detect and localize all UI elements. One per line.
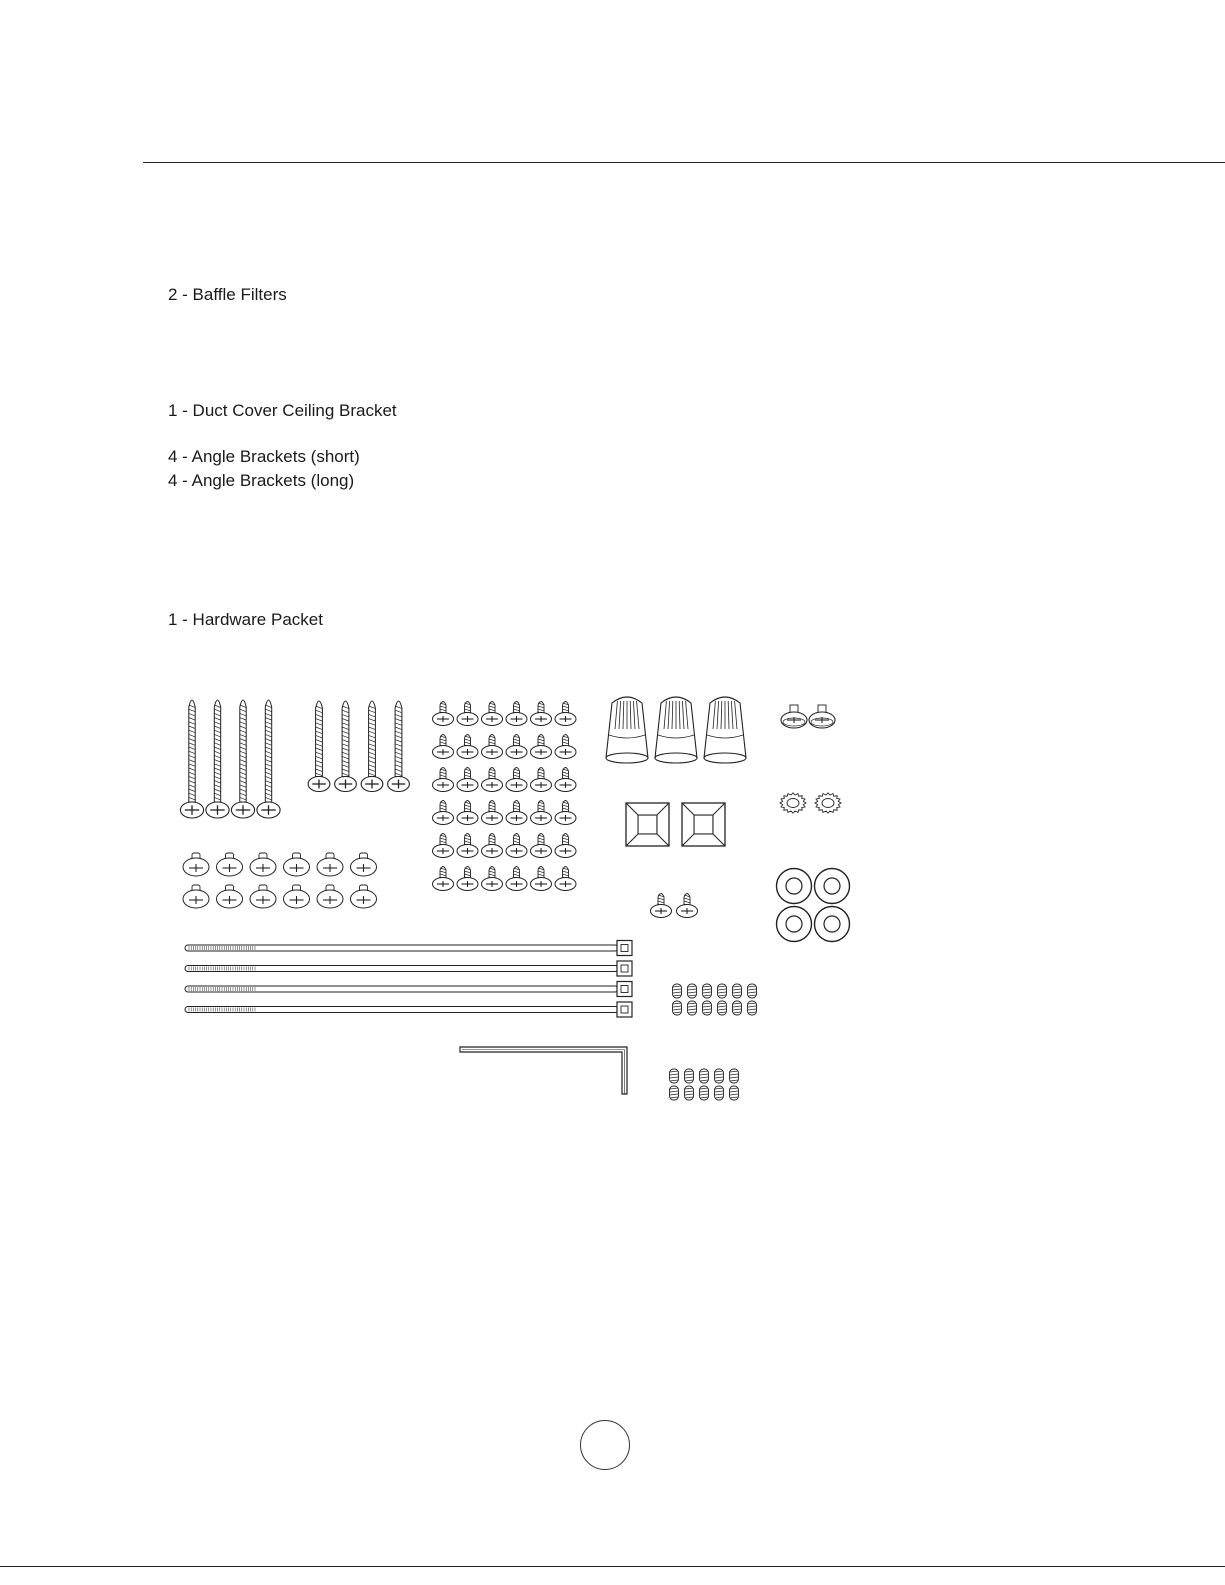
flat-washer <box>777 907 812 942</box>
short-screw <box>555 768 576 792</box>
short-screw <box>555 702 576 726</box>
long-screw <box>257 700 280 818</box>
set-screw <box>688 984 697 998</box>
part-angle-brackets-long: 4 - Angle Brackets (long) <box>168 471 355 490</box>
flat-washer <box>815 907 850 942</box>
pan-head-screw <box>809 705 835 728</box>
medium-screw <box>388 701 410 792</box>
short-screw <box>506 801 527 825</box>
short-screw <box>555 801 576 825</box>
set-screw <box>748 984 757 998</box>
short-screw <box>457 735 478 759</box>
short-screw <box>506 768 527 792</box>
short-screw <box>457 834 478 858</box>
short-screw <box>433 735 454 759</box>
cable-tie <box>185 961 632 976</box>
short-screw <box>482 834 503 858</box>
set-screw <box>703 1001 712 1015</box>
flat-washer <box>777 869 812 904</box>
short-screw <box>433 834 454 858</box>
set-screw <box>730 1086 739 1100</box>
page-number-circle <box>580 1420 630 1470</box>
medium-screw <box>308 701 330 792</box>
set-screw <box>715 1086 724 1100</box>
set-screw <box>700 1069 709 1083</box>
pan-head-screw <box>781 705 807 728</box>
set-screw <box>673 1001 682 1015</box>
short-screw <box>531 834 552 858</box>
short-screw <box>506 867 527 891</box>
short-screws-group <box>433 702 577 891</box>
short-screw <box>433 768 454 792</box>
flat-washer <box>815 869 850 904</box>
short-screw <box>555 867 576 891</box>
short-screw <box>531 768 552 792</box>
cable-ties-group <box>185 941 632 1018</box>
cable-tie <box>185 982 632 997</box>
medium-screw <box>335 701 357 792</box>
set-screw <box>703 984 712 998</box>
small-screw <box>677 894 698 918</box>
cable-tie <box>185 1002 632 1017</box>
flat-washers-group <box>777 869 850 942</box>
lock-washer <box>780 793 806 813</box>
pan-head-screws-group <box>781 705 835 728</box>
long-screws-group <box>180 700 280 818</box>
short-screw <box>433 702 454 726</box>
long-screw <box>180 700 203 818</box>
cable-tie <box>185 941 632 956</box>
button-head-screw <box>284 853 310 876</box>
small-screws-group <box>651 894 698 918</box>
set-screw <box>670 1086 679 1100</box>
part-hardware-packet: 1 - Hardware Packet <box>168 610 323 629</box>
short-screw <box>433 867 454 891</box>
long-screw <box>231 700 254 818</box>
set-screw <box>688 1001 697 1015</box>
short-screw <box>482 867 503 891</box>
wire-nut <box>655 697 697 763</box>
button-head-screw <box>183 853 209 876</box>
button-head-screws-group <box>183 853 377 908</box>
medium-screws-group <box>308 701 409 792</box>
button-head-screw <box>284 885 310 908</box>
short-screw <box>531 801 552 825</box>
button-head-screw <box>317 885 343 908</box>
short-screw <box>531 867 552 891</box>
short-screw <box>482 768 503 792</box>
set-screw <box>685 1069 694 1083</box>
short-screw <box>457 801 478 825</box>
set-screw <box>748 1001 757 1015</box>
footer-rule <box>0 1566 1225 1567</box>
short-screw <box>457 702 478 726</box>
lock-washers-group <box>780 793 841 813</box>
part-baffle-filters: 2 - Baffle Filters <box>168 285 287 304</box>
short-screw <box>555 735 576 759</box>
set-screw <box>718 1001 727 1015</box>
short-screw <box>482 801 503 825</box>
set-screw <box>733 984 742 998</box>
part-duct-cover-ceiling-bracket: 1 - Duct Cover Ceiling Bracket <box>168 401 397 420</box>
set-screw <box>715 1069 724 1083</box>
short-screw <box>531 702 552 726</box>
set-screw <box>670 1069 679 1083</box>
set-screw <box>700 1086 709 1100</box>
short-screw <box>457 768 478 792</box>
button-head-screw <box>351 853 377 876</box>
short-screw <box>482 702 503 726</box>
medium-screw <box>361 701 383 792</box>
short-screw <box>531 735 552 759</box>
button-head-screw <box>217 885 243 908</box>
lock-washer <box>815 793 841 813</box>
button-head-screw <box>217 853 243 876</box>
short-screw <box>506 702 527 726</box>
button-head-screw <box>250 853 276 876</box>
button-head-screw <box>351 885 377 908</box>
set-screws-group-1 <box>673 984 757 1015</box>
set-screw <box>673 984 682 998</box>
small-screw <box>651 894 672 918</box>
short-screw <box>506 735 527 759</box>
wire-nut <box>606 697 648 763</box>
short-screw <box>555 834 576 858</box>
set-screw <box>685 1086 694 1100</box>
set-screw <box>718 984 727 998</box>
allen-wrench <box>460 1047 627 1094</box>
set-screws-group-2 <box>670 1069 739 1100</box>
wire-nuts-group <box>606 697 746 763</box>
button-head-screw <box>250 885 276 908</box>
short-screw <box>457 867 478 891</box>
cable-tie-mounts-group <box>626 803 725 846</box>
short-screw <box>433 801 454 825</box>
part-angle-brackets-short: 4 - Angle Brackets (short) <box>168 447 360 466</box>
long-screw <box>206 700 229 818</box>
cable-tie-mount <box>682 803 725 846</box>
short-screw <box>506 834 527 858</box>
button-head-screw <box>317 853 343 876</box>
set-screw <box>730 1069 739 1083</box>
set-screw <box>733 1001 742 1015</box>
cable-tie-mount <box>626 803 669 846</box>
button-head-screw <box>183 885 209 908</box>
wire-nut <box>704 697 746 763</box>
short-screw <box>482 735 503 759</box>
